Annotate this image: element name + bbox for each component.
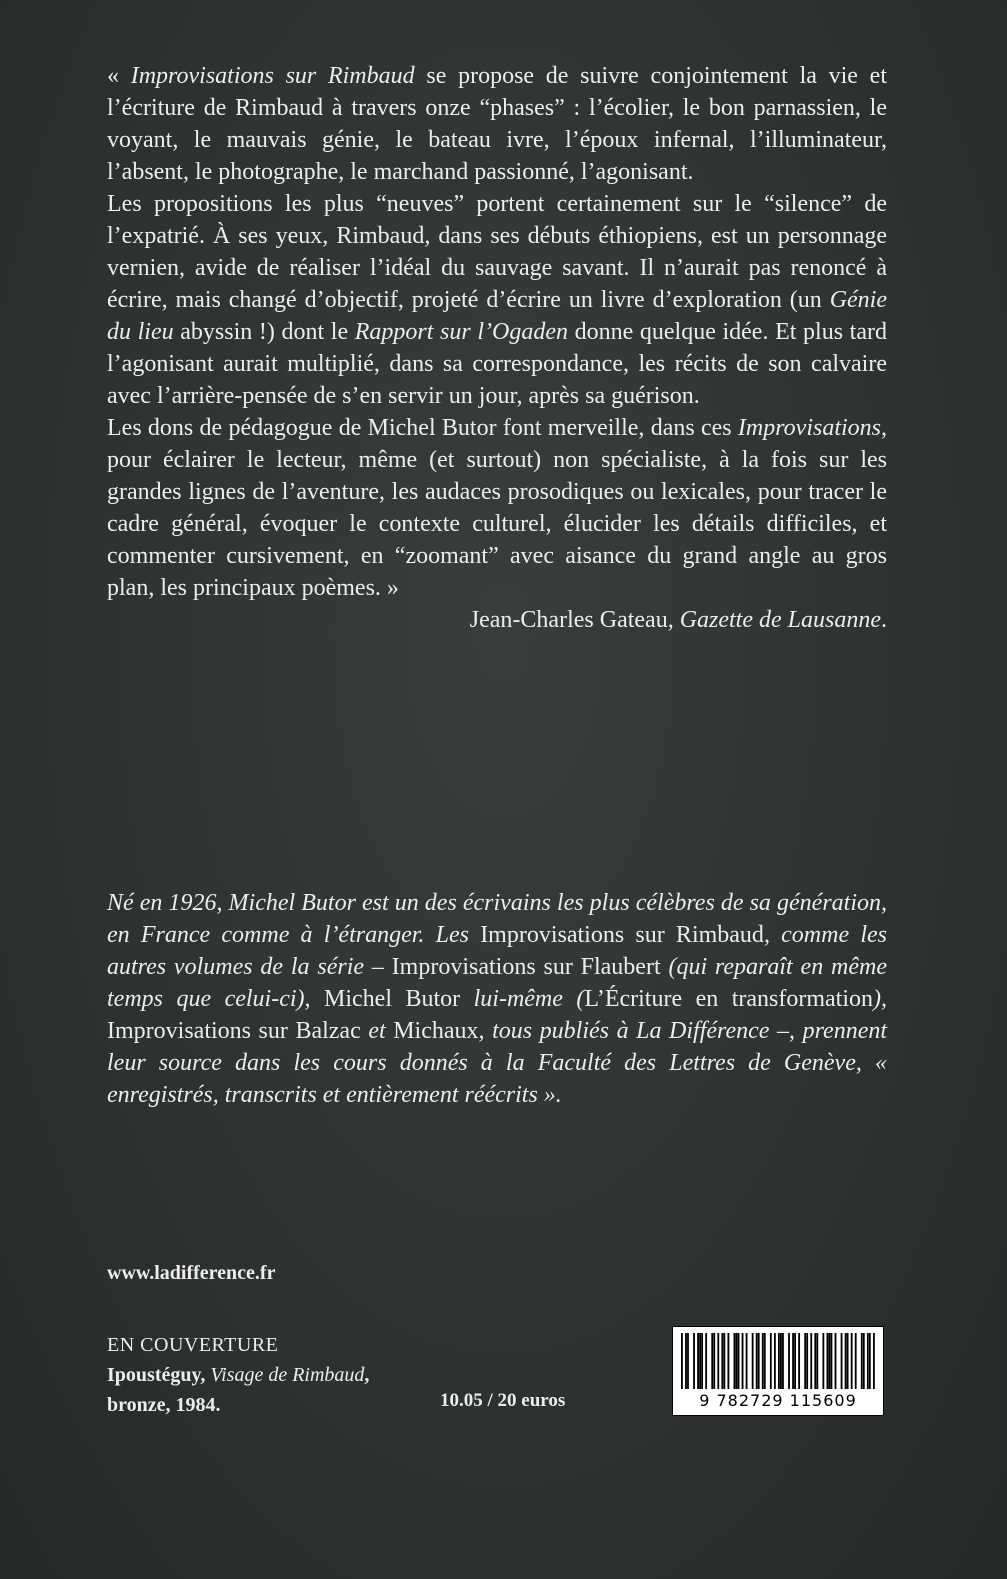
barcode-bar: [738, 1333, 740, 1389]
quote-paragraph-3: [107, 412, 887, 604]
text-run: Improvisations sur Rimbaud: [130, 63, 415, 89]
barcode-bar: [774, 1333, 776, 1389]
isbn-number: 9 782729 115609: [699, 1391, 857, 1410]
barcode-bar: [699, 1333, 701, 1389]
book-title: L’Écriture en transformation: [584, 986, 873, 1012]
text-run: , pour éclairer le lecteur, même (et surtout) non spécialiste, à la fois sur les grandes lignes de l’aventure, les audaces prosodiques ou lexicales, pour tracer le cadre général, évoquer le contexte culturel, élucider les détails difficiles, et commenter cursivement, en “zoomant” avec aisance du grand angle au gros plan, les principaux poèmes. »: [107, 415, 887, 601]
barcode-bar: [861, 1333, 863, 1389]
barcode-bar: [845, 1333, 847, 1389]
text-run: Improvisations: [737, 415, 881, 441]
cover-credit-title: EN COUVERTURE: [107, 1334, 279, 1356]
text-run: (qui reparaît en même temps que celui-ci),: [107, 954, 887, 1012]
barcode-bar: [867, 1333, 869, 1389]
barcode-bar: [770, 1333, 772, 1389]
barcode-bar: [727, 1333, 729, 1389]
barcode-bar: [855, 1333, 857, 1389]
barcode-bar: [717, 1333, 719, 1389]
barcode-bar: [847, 1333, 849, 1389]
barcode-bar: [697, 1333, 699, 1389]
barcode-bar: [723, 1333, 725, 1389]
barcode-bar: [758, 1333, 760, 1389]
attribution-name: Jean-Charles Gateau,: [469, 607, 680, 633]
text-run: Génie du lieu: [107, 287, 887, 345]
barcode-bar: [742, 1333, 744, 1389]
text-run: Les propositions les plus “neuves” portent certainement sur le “silence” de l’expatrié. À ses yeux, Rimbaud, dans ses débuts éthiopiens, est un personnage vernien, avide de réaliser l’idéal du sauvage savant. Il n’aurait pas renoncé à écrire, mais changé d’objectif, projeté d’écrire un livre d’exploration (un: [107, 191, 887, 313]
quote-paragraph-2: [107, 188, 887, 412]
publisher-website: www.ladifference.fr: [107, 1262, 276, 1284]
barcode-bar: [711, 1333, 713, 1389]
book-title: Improvisations sur Rimbaud: [480, 922, 764, 948]
cover-credit: [107, 1330, 369, 1420]
barcode-bar: [831, 1333, 833, 1389]
text-run: et: [360, 1018, 394, 1044]
author-bio: [107, 887, 887, 1111]
cover-credit-artwork: Ipoustéguy, Visage de Rimbaud,: [107, 1364, 370, 1386]
barcode-bar: [863, 1333, 865, 1389]
barcode-bar: [835, 1333, 837, 1389]
isbn-barcode: [672, 1326, 884, 1416]
barcode-bar: [764, 1333, 766, 1389]
attribution-source: Gazette de Lausanne: [679, 607, 881, 633]
barcode-bar: [705, 1333, 707, 1389]
barcode-bar: [816, 1333, 818, 1389]
barcode-bar: [736, 1333, 738, 1389]
barcode-bar: [829, 1333, 831, 1389]
barcode-bar: [782, 1333, 784, 1389]
attribution-end: .: [881, 607, 887, 633]
text-run: abyssin !) dont le: [173, 319, 355, 345]
barcode-bar: [681, 1333, 683, 1389]
barcode-bar: [841, 1333, 843, 1389]
barcode-bar: [701, 1333, 703, 1389]
barcode-bar: [798, 1333, 800, 1389]
barcode-bar: [693, 1333, 695, 1389]
barcode-bar: [873, 1333, 875, 1389]
text-run: , comme les autres volumes de la série –: [107, 922, 887, 980]
text-run: lui-même (: [460, 986, 585, 1012]
barcode-bar: [721, 1333, 723, 1389]
text-run: se propose de suivre conjointement la vie et l’écriture de Rimbaud à travers onze “phases” : l’écolier, le bon parnassien, le voyant, le mauvais génie, le bateau ivre, l’époux infernal, l’illuminateur, l’absent, le photographe, le marchand passionné, l’agonisant.: [107, 63, 887, 185]
barcode-bar: [869, 1333, 871, 1389]
text-run: «: [107, 63, 131, 89]
barcode-bar: [822, 1333, 824, 1389]
barcode-bar: [762, 1333, 764, 1389]
text-run: donne quelque idée. Et plus tard l’agonisant aurait multiplié, dans sa correspondance, les récits de son calvaire avec l’arrière-pensée de s’en servir un jour, après sa guérison.: [107, 319, 887, 409]
barcode-bar: [756, 1333, 758, 1389]
text-run: Rapport sur l’Ogaden: [354, 319, 568, 345]
barcode-bar: [827, 1333, 829, 1389]
barcode-bar: [734, 1333, 736, 1389]
barcode-bar: [752, 1333, 754, 1389]
barcode-bars: [681, 1333, 875, 1389]
quote-paragraph-1: [107, 60, 887, 188]
price: 10.05 / 20 euros: [440, 1390, 566, 1411]
barcode-bar: [746, 1333, 748, 1389]
barcode-bar: [685, 1333, 687, 1389]
review-quote: [107, 60, 887, 636]
barcode-bar: [780, 1333, 782, 1389]
barcode-bar: [788, 1333, 790, 1389]
barcode-bar: [792, 1333, 794, 1389]
barcode-bar: [804, 1333, 806, 1389]
text-run: , tous publiés à La Différence –, prennent leur source dans les cours donnés à la Faculté des Lettres de Genève, « enregistrés, transcrits et entièrement réécrits ».: [107, 1018, 888, 1108]
barcode-bar: [687, 1333, 689, 1389]
barcode-bar: [810, 1333, 812, 1389]
book-title: Michel Butor: [324, 986, 461, 1012]
text-run: ),: [873, 986, 887, 1012]
book-title: Improvisations sur Balzac: [107, 1018, 361, 1044]
text-run: Né en 1926, Michel Butor est un des écrivains les plus célèbres de sa génération, en France comme à l’étranger. Les: [107, 890, 887, 948]
book-title: Michaux: [393, 1018, 479, 1044]
quote-attribution: [107, 604, 887, 636]
book-title: Improvisations sur Flaubert: [391, 954, 661, 980]
barcode-bar: [814, 1333, 816, 1389]
barcode-bar: [778, 1333, 780, 1389]
barcode-bar: [794, 1333, 796, 1389]
cover-credit-medium: bronze, 1984.: [107, 1394, 221, 1416]
text-run: Les dons de pédagogue de Michel Butor font merveille, dans ces: [107, 415, 738, 441]
barcode-bar: [806, 1333, 808, 1389]
barcode-bar: [713, 1333, 715, 1389]
barcode-bar: [851, 1333, 853, 1389]
